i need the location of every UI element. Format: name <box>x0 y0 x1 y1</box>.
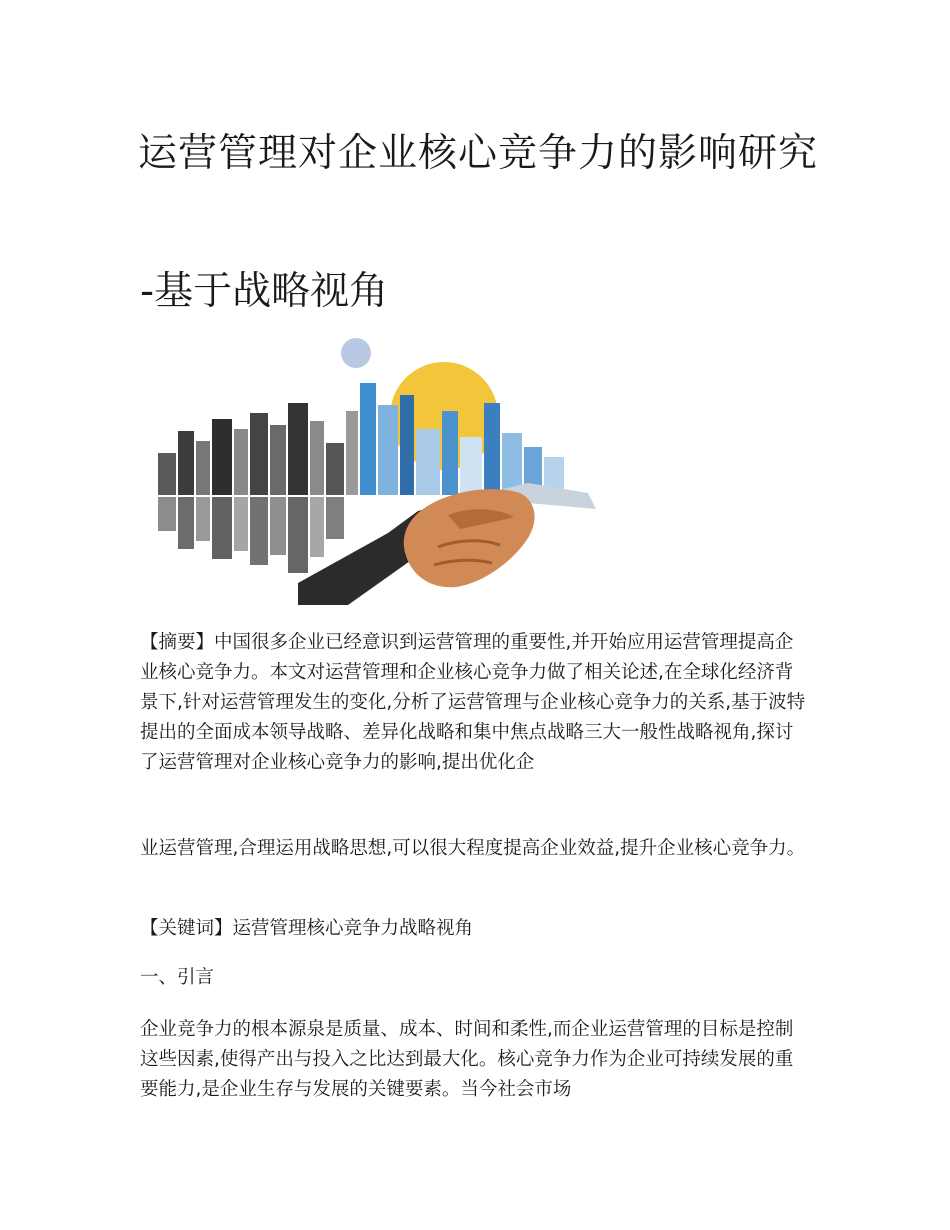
introduction-paragraph: 企业竞争力的根本源泉是质量、成本、时间和柔性,而企业运营管理的目标是控制这些因素,使得产出与投入之比达到最大化。核心竞争力作为企业可持续发展的重要能力,是企业生存与发展的关键要素。当今社会市场 <box>140 1019 794 1100</box>
document-title: 运营管理对企业核心竞争力的影响研究 <box>138 131 819 176</box>
abstract-paragraph: 【摘要】中国很多企业已经意识到运营管理的重要性,并开始应用运营管理提高企业核心竞争力。本文对运营管理和企业核心竞争力做了相关论述,在全球化经济背景下,针对运营管理发生的变化,分析了运营管理与企业核心竞争力的关系,基于波特提出的全面成本领导战略、差异化战略和集中焦点战略三大一般性战略视角,探讨了运营管理对企业核心竞争力的影响,提出优化企 <box>140 632 806 773</box>
document-subtitle: -基于战略视角 <box>140 269 389 314</box>
section-heading-introduction: 一、引言 <box>140 967 215 988</box>
skyline-reflection <box>158 497 344 573</box>
moon-circle <box>341 338 371 368</box>
keywords-line: 【关键词】运营管理核心竞争力战略视角 <box>140 918 474 939</box>
city-handshake-illustration <box>148 333 608 605</box>
grey-skyline <box>158 403 358 495</box>
abstract-continuation: 业运营管理,合理运用战略思想,可以很大程度提高企业效益,提升企业核心竞争力。 <box>140 838 806 859</box>
